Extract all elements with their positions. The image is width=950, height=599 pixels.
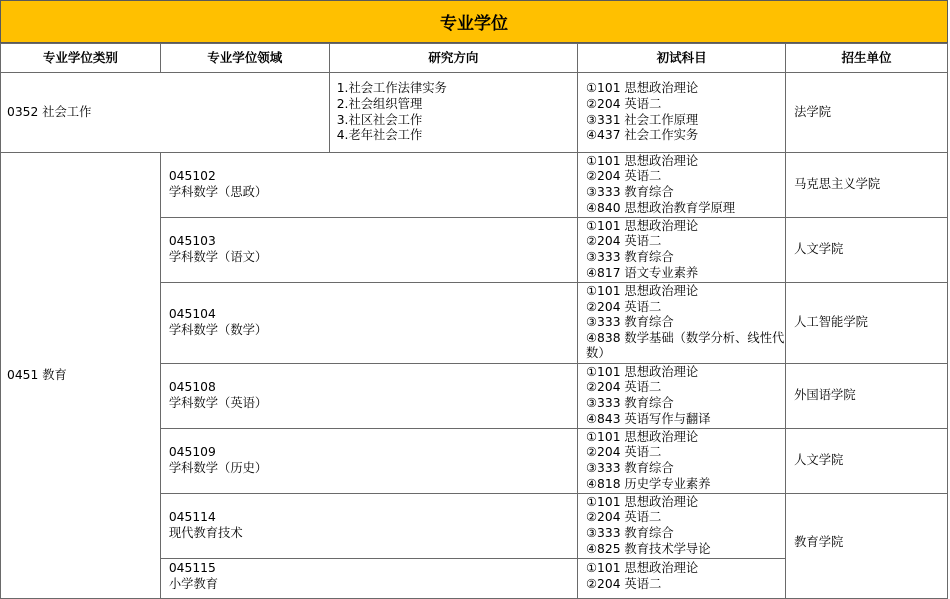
unit-cell: 法学院 — [786, 73, 948, 153]
field-cell — [160, 218, 577, 283]
unit-cell: 人文学院 — [786, 429, 948, 494]
subject-item: ④840 思想政治教育学原理 — [586, 200, 736, 215]
direction-cell — [329, 73, 577, 153]
field-name: 学科数学（英语） — [168, 396, 268, 410]
subjects-cell — [578, 218, 786, 283]
page-title: 专业学位 — [0, 0, 948, 43]
subject-item: ③333 教育综合 — [586, 185, 674, 199]
subject-item: ③333 教育综合 — [586, 315, 674, 330]
field-code: 045109 — [168, 445, 216, 460]
subject-item: ③333 教育综合 — [586, 461, 674, 475]
header-subjects: 初试科目 — [578, 44, 786, 73]
field-code: 045102 — [168, 169, 216, 184]
field-name: 学科数学（思政） — [168, 185, 268, 199]
subject-item: ③333 教育综合 — [586, 250, 674, 264]
field-cell — [160, 494, 577, 559]
field-name: 学科数学（历史） — [168, 461, 268, 475]
subjects-cell — [578, 73, 786, 153]
direction-item: 3.社区社会工作 — [336, 112, 423, 127]
subject-item: ②204 英语二 — [586, 445, 662, 460]
field-cell — [160, 153, 577, 218]
table-row — [1, 73, 948, 153]
subject-item: ③333 教育综合 — [586, 396, 674, 410]
header-field: 专业学位领域 — [160, 44, 329, 73]
unit-cell: 外国语学院 — [786, 364, 948, 429]
subject-item: ①101 思想政治理论 — [586, 81, 699, 96]
header-row — [1, 44, 948, 73]
category-cell: 0352 社会工作 — [1, 73, 330, 153]
subject-item: ①101 思想政治理论 — [586, 429, 699, 444]
field-code: 045108 — [168, 380, 216, 395]
subject-item: ②204 英语二 — [586, 96, 662, 111]
subject-item: ①101 思想政治理论 — [586, 561, 699, 575]
unit-cell: 教育学院 — [786, 494, 948, 599]
direction-item: 2.社会组织管理 — [336, 96, 423, 111]
subject-item: ①101 思想政治理论 — [586, 364, 699, 379]
subject-item: ①101 思想政治理论 — [586, 218, 699, 233]
subjects-cell — [578, 153, 786, 218]
subjects-cell — [578, 494, 786, 559]
field-cell — [160, 429, 577, 494]
subject-item: ④825 教育技术学导论 — [586, 541, 711, 556]
header-unit: 招生单位 — [786, 44, 948, 73]
table-row — [1, 153, 948, 218]
subject-item: ④818 历史学专业素养 — [586, 476, 711, 491]
subject-item: ①101 思想政治理论 — [586, 494, 699, 509]
subject-item: ②204 英语二 — [586, 169, 662, 184]
subject-item: ①101 思想政治理论 — [586, 153, 699, 168]
subject-item: ②204 英语二 — [586, 380, 662, 395]
direction-item: 1.社会工作法律实务 — [336, 81, 447, 96]
field-name: 现代教育技术 — [168, 526, 243, 540]
subject-item: ②204 英语二 — [586, 576, 662, 591]
header-direction: 研究方向 — [329, 44, 577, 73]
field-cell — [160, 283, 577, 364]
subjects-cell — [578, 283, 786, 364]
subject-item: ④838 数学基础（数学分析、线性代数） — [586, 330, 785, 361]
subject-item: ③333 教育综合 — [586, 526, 674, 540]
subject-item: ④437 社会工作实务 — [586, 128, 699, 143]
subject-item: ②204 英语二 — [586, 234, 662, 249]
field-name: 小学教育 — [168, 576, 219, 591]
header-category: 专业学位类别 — [1, 44, 161, 73]
unit-cell: 马克思主义学院 — [786, 153, 948, 218]
subject-item: ④817 语文专业素养 — [586, 265, 699, 280]
field-name: 学科数学（语文） — [168, 250, 268, 264]
unit-cell: 人工智能学院 — [786, 283, 948, 364]
field-name: 学科数学（数学） — [168, 323, 268, 337]
direction-item: 4.老年社会工作 — [336, 128, 423, 143]
subject-item: ③331 社会工作原理 — [586, 112, 699, 127]
field-code: 045114 — [168, 510, 216, 525]
subjects-cell — [578, 364, 786, 429]
subject-item: ②204 英语二 — [586, 299, 662, 314]
field-code: 045115 — [168, 561, 216, 575]
subject-item: ②204 英语二 — [586, 510, 662, 525]
subject-item: ①101 思想政治理论 — [586, 284, 699, 299]
subject-item: ④843 英语写作与翻译 — [586, 411, 711, 426]
field-code: 045104 — [168, 307, 216, 322]
field-code: 045103 — [168, 234, 216, 249]
unit-cell: 人文学院 — [786, 218, 948, 283]
category-cell: 0451 教育 — [1, 153, 161, 599]
field-cell — [160, 364, 577, 429]
subjects-cell — [578, 429, 786, 494]
program-table — [0, 43, 948, 599]
